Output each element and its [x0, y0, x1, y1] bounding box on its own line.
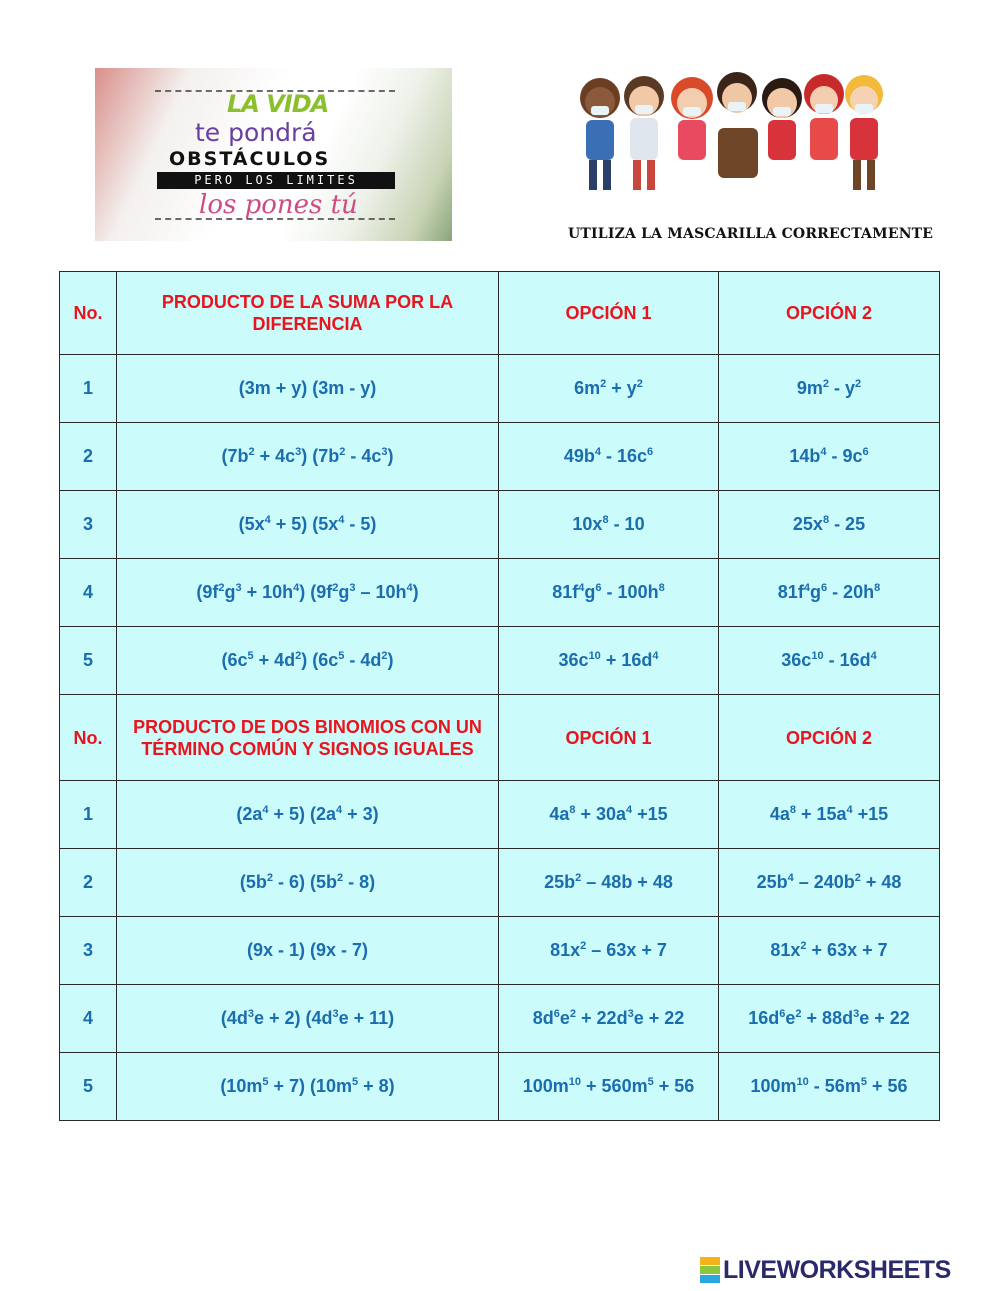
expression-cell: (3m + y) (3m - y): [117, 355, 499, 423]
option-2-cell[interactable]: $25b^4 - 240b^2 + 48$: [719, 849, 940, 917]
row-number: 5: [60, 1053, 117, 1121]
expression-cell: $(2a^4 + 5) (2a^4 + 3)$: [117, 781, 499, 849]
kid-figure: [624, 76, 664, 190]
expression-cell: $(6c^5 + 4d^2)$ $(6c^5 - 4d^2)$: [117, 627, 499, 695]
option-1-cell[interactable]: $10x^8 - 10$: [499, 491, 719, 559]
row-number: 1: [60, 781, 117, 849]
kids-with-masks-illustration: [572, 68, 884, 198]
option-2-cell[interactable]: $14b^4 - 9c^6$: [719, 423, 940, 491]
header-no: No.: [60, 695, 117, 781]
option-1-cell[interactable]: $25b^2 - 48b + 48$: [499, 849, 719, 917]
option-2-cell[interactable]: $36c^{10} - 16d^4$: [719, 627, 940, 695]
option-2-cell[interactable]: $16d^6e^2 + 88d^3e + 22$: [719, 985, 940, 1053]
banner-line-2: te pondrá: [195, 118, 317, 147]
header-row: [60, 272, 940, 355]
table-row: [60, 985, 940, 1053]
header-row: [60, 695, 940, 781]
kid-figure: [804, 74, 844, 160]
table-row: [60, 1053, 940, 1121]
option-1-cell[interactable]: $6m^2 + y^2$: [499, 355, 719, 423]
banner-line-1: LA VIDA: [227, 90, 329, 118]
header-title: PRODUCTO DE DOS BINOMIOS CON UN TÉRMINO COMÚN Y SIGNOS IGUALES: [117, 695, 499, 781]
option-1-cell[interactable]: $100m^{10} + 560m^5 + 56$: [499, 1053, 719, 1121]
mask-reminder-caption: UTILIZA LA MASCARILLA CORRECTAMENTE: [568, 226, 934, 242]
option-2-cell[interactable]: $25x^8 - 25$: [719, 491, 940, 559]
expression-cell: $(7b^2 + 4c^3)$ $(7b^2 - 4c^3)$: [117, 423, 499, 491]
row-number: 3: [60, 917, 117, 985]
table-row: [60, 917, 940, 985]
option-1-cell[interactable]: $36c^{10} + 16d^4$: [499, 627, 719, 695]
option-1-cell[interactable]: $81x^2 - 63x + 7$: [499, 917, 719, 985]
header-option-2: OPCIÓN 2: [719, 272, 940, 355]
option-2-cell[interactable]: $81x^2 + 63x + 7$: [719, 917, 940, 985]
liveworksheets-logo: [700, 1257, 951, 1283]
row-number: 4: [60, 985, 117, 1053]
kid-figure: [671, 77, 713, 160]
option-2-cell[interactable]: $9m^2 - y^2$: [719, 355, 940, 423]
header-option-1: OPCIÓN 1: [499, 695, 719, 781]
expression-cell: $(10m^5 + 7) (10m^5 + 8)$: [117, 1053, 499, 1121]
option-2-cell[interactable]: $100m^{10} - 56m^5 + 56$: [719, 1053, 940, 1121]
header-option-1: OPCIÓN 1: [499, 272, 719, 355]
table-row: [60, 355, 940, 423]
banner-line-5: los pones tú: [199, 190, 358, 220]
header-option-2: OPCIÓN 2: [719, 695, 940, 781]
kid-figure: [717, 72, 758, 178]
option-1-cell[interactable]: $81f^4g^6 - 100h^8$: [499, 559, 719, 627]
option-1-cell[interactable]: $49b^4 - 16c^6$: [499, 423, 719, 491]
banner-line-3: OBSTÁCULOS: [169, 148, 331, 170]
row-number: 4: [60, 559, 117, 627]
vine-decoration: [155, 218, 395, 230]
option-2-cell[interactable]: $4a^8 + 15a^4 +15$: [719, 781, 940, 849]
logo-text: LIVEWORKSHEETS: [723, 1255, 951, 1284]
expression-cell: $(9f^2g^3 + 10h^4)$ $(9f^2g^3 - 10h^4)$: [117, 559, 499, 627]
banner-line-4: PERO LOS LIMITES: [157, 172, 395, 189]
row-number: 2: [60, 423, 117, 491]
row-number: 2: [60, 849, 117, 917]
expression-cell: $(5b^2 - 6)$ $(5b^2 - 8)$: [117, 849, 499, 917]
row-number: 1: [60, 355, 117, 423]
table-row: [60, 491, 940, 559]
option-1-cell[interactable]: $8d^6e^2 + 22d^3e + 22$: [499, 985, 719, 1053]
expression-cell: $(5x^4 + 5)$ $(5x^4 - 5)$: [117, 491, 499, 559]
table-row: [60, 627, 940, 695]
table-row: [60, 423, 940, 491]
motivational-banner-image: [95, 68, 452, 241]
option-1-cell[interactable]: $4a^8 + 30a^4 +15$: [499, 781, 719, 849]
table-row: [60, 849, 940, 917]
kid-figure: [845, 75, 883, 190]
header-no: No.: [60, 272, 117, 355]
liveworksheets-mark-icon: [700, 1257, 720, 1284]
option-2-cell[interactable]: $81f^4g^6 - 20h^8$: [719, 559, 940, 627]
expression-cell: $(4d^3e + 2) (4d^3e + 11)$: [117, 985, 499, 1053]
row-number: 3: [60, 491, 117, 559]
table-row: [60, 559, 940, 627]
kid-figure: [762, 78, 802, 160]
expression-cell: (9x - 1) (9x - 7): [117, 917, 499, 985]
row-number: 5: [60, 627, 117, 695]
header-title: PRODUCTO DE LA SUMA POR LA DIFERENCIA: [117, 272, 499, 355]
kid-figure: [580, 78, 620, 190]
table-row: [60, 781, 940, 849]
algebra-worksheet-table: [59, 271, 940, 1121]
